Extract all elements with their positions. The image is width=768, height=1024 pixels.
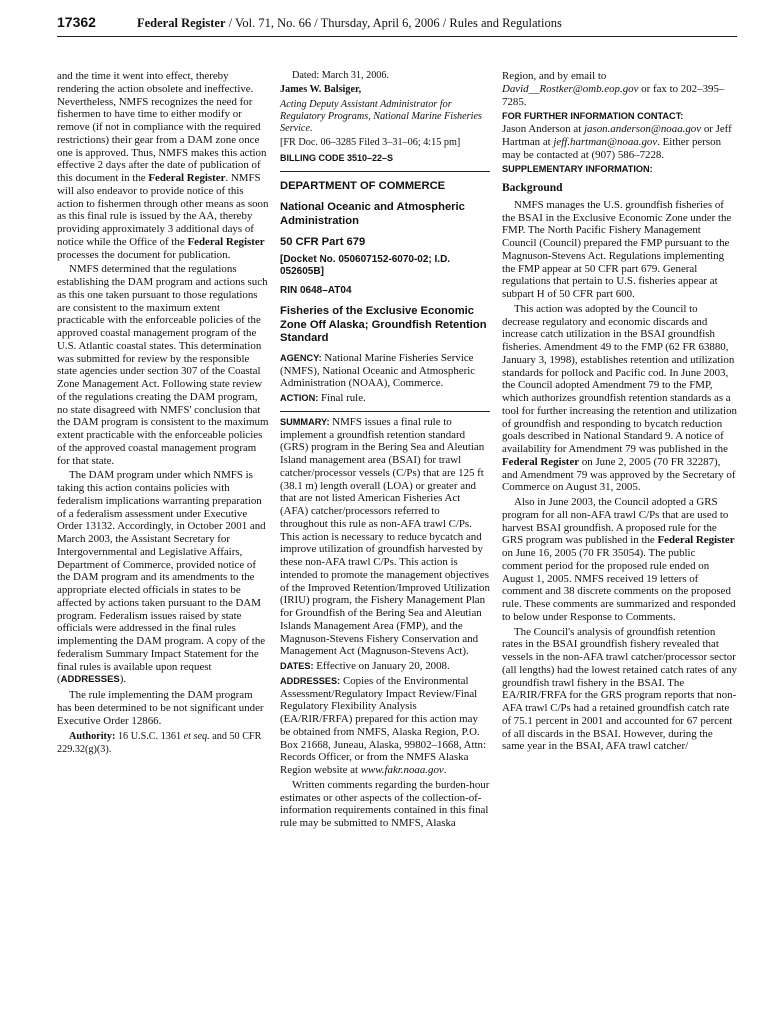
paragraph: and the time it went into effect, thereby rendering the action obsolete and ineffective. Nevertheless, NMFS recognizes the need for fishermen to have time to either modify or remove (if not in compliance with the required restrictions) their gear from a DAM zone once one is approved. Thus, NMFS makes this action effective 2 days after the date of publication of this document in the Federal Register. NMFS will also endeavor to provide notice of this action to fishermen through other means as soon as this final rule is issued by the AA, thereby providing approximately 3 additional days of notice while the Office of the Federal Register processes the document for publication. (57, 70, 269, 261)
cfr-part: 50 CFR Part 679 (280, 236, 366, 249)
agency-section: AGENCY: National Marine Fisheries Service (NMFS), National Oceanic and Atmospheric Administration (NOAA), Commerce. (280, 351, 476, 390)
rule-title: Fisheries of the Exclusive Economic Zone Off Alaska; Groundfish Retention Standard (280, 305, 487, 345)
signer-title: Acting Deputy Assistant Administrator for Regulatory Programs, National Marine Fisheries Service. (280, 98, 482, 135)
fr-doc-line: [FR Doc. 06–3285 Filed 3–31–06; 4:15 pm] (280, 137, 461, 149)
department-heading: DEPARTMENT OF COMMERCE (280, 179, 446, 192)
addresses-section: ADDRESSES: Copies of the Environmental Assessment/Regulatory Impact Review/Final Regulatory Flexibility Analysis (EA/RIR/FRFA) prepared for this action may be obtained from NMFS, Alaska Region, P.O. Box 21668, Juneau, Alaska, 99802–1668, Attn: Records Officer, or from the NMFS Alaska Region website at www.fakr.noaa.gov. (280, 674, 487, 777)
header-citation (137, 16, 562, 31)
docket-number: [Docket No. 050607152-6070-02; I.D. 052605B] (280, 253, 451, 278)
authority-citation: Authority: 16 U.S.C. 1361 et seq. and 50 CFR 229.32(g)(3). (57, 731, 262, 755)
divider (280, 171, 490, 172)
summary-section: SUMMARY: NMFS issues a final rule to implement a groundfish retention standard (GRS) program in the Bering Sea and Aleutian Island management area (BSAI) for trawl catcher/processor vessels (C/Ps) that are 125 ft (38.1 m) length overall (LOA) or greater and that are not listed American Fisheries Act (AFA) catcher/processors referred to throughout this rule as non-AFA trawl C/Ps. This action is necessary to reduce bycatch and improve utilization of groundfish harvested by these non-AFA trawl C/Ps. This action is intended to promote the management objectives of the Improved Retention/Improved Utilization (IRIU) program, the Fishery Management Plan for Groundfish of the Bering Sea and Aleutian Islands Management Area (FMP), and the Magnuson-Stevens Fishery Conservation and Management Act (Magnuson-Stevens Act). (280, 415, 490, 658)
contact-section: FOR FURTHER INFORMATION CONTACT: Jason Anderson at jason.anderson@noaa.gov or Jeff Hartman at jeff.hartman@noaa.gov. Either person may be contacted at (907) 586–7228. (502, 111, 732, 161)
page-number: 17362 (57, 14, 96, 30)
paragraph: NMFS manages the U.S. groundfish fisheries of the BSAI in the Exclusive Economic Zone under the FMP. The North Pacific Fishery Management Council (Council) prepared the FMP pursuant to the Magnuson-Stevens Act. Regulations implementing the FMP appear at 50 CFR part 679. General regulations that pertain to U.S. fisheries appear at subpart H of 50 CFR part 600. (502, 198, 732, 300)
paragraph: Also in June 2003, the Council adopted a GRS program for all non-AFA trawl C/Ps that are used to harvest BSAI groundfish. A proposed rule for the GRS program was published in the Federal Register on June 16, 2005 (70 FR 35054). The public comment period for the proposed rule ended on August 1, 2005. NMFS received 19 letters of comment and 38 discrete comments on the proposed rule. These comments are summarized and responded to below under Response to Comments. (502, 496, 736, 623)
column-2 (280, 70, 490, 832)
billing-code: BILLING CODE 3510–22–S (280, 152, 394, 163)
agency-heading: National Oceanic and Atmospheric Administration (280, 201, 465, 227)
issue-info: / Vol. 71, No. 66 / Thursday, April 6, 2006 / Rules and Regulations (225, 16, 562, 30)
column-1 (57, 70, 269, 758)
signer-name: James W. Balsiger, (280, 84, 362, 96)
paragraph: The Council's analysis of groundfish retention rates in the BSAI groundfish fishery revealed that vessels in the non-AFA trawl catcher/processor sector (all lengths) had the lowest retained catch rates of any groundfish trawl fishery in the BSAI. The EA/RIR/FRFA for the GRS program reports that non-AFA trawl C/Ps had a retained groundfish catch rate of 75.1 percent in 2001 and accounted for 67 percent of all discards in the BSAI. However, during the same year in the BSAI, AFA trawl catcher/ (502, 625, 737, 753)
rin-number: RIN 0648–AT04 (280, 284, 352, 296)
paragraph: NMFS determined that the regulations establishing the DAM program and actions such as this one taken pursuant to those regulations are consistent to the maximum extent practicable with the enforceable policies of the approved coastal management program of the U.S. Atlantic coastal states. This determination was submitted for review by the responsible state agencies under section 307 of the Coastal Zone Management Act. Following state review of the regulations creating the DAM program, no state disagreed with NMFS' conclusion that the DAM program is consistent to the maximum extent practicable with the enforceable policies of the approved coastal management program for that state. (57, 263, 269, 467)
supplementary-label: SUPPLEMENTARY INFORMATION: (502, 164, 653, 175)
action-section: ACTION: Final rule. (280, 392, 366, 405)
divider (280, 411, 490, 412)
running-header (57, 10, 737, 37)
paragraph: The DAM program under which NMFS is taking this action contains policies with federalism implications warranting preparation of a federalism assessment under Executive Order 13132. Accordingly, in October 2001 and March 2003, the Assistant Secretary for Intergovernmental and Legislative Affairs, Department of Commerce, provided notice of the DAM program and its amendments to the appropriate elected officials in states to be affected by actions taken pursuant to the DAM program. Federalism issues raised by state officials were addressed in the final rules implementing the DAM program. A copy of the federalism Summary Impact Statement for the final rules is available upon request (ADDRESSES). (57, 469, 266, 686)
paragraph: Region, and by email to David__Rostker@omb.eop.gov or fax to 202–395–7285. (502, 70, 725, 108)
dated-line: Dated: March 31, 2006. (292, 70, 390, 81)
paragraph: The rule implementing the DAM program has been determined to be not significant under Executive Order 12866. (57, 689, 264, 727)
paragraph: Written comments regarding the burden-hour estimates or other aspects of the collection-of-information requirements contained in this final rule may be submitted to NMFS, Alaska (280, 778, 490, 830)
journal-name: Federal Register (137, 16, 226, 30)
paragraph: This action was adopted by the Council to decrease regulatory and economic discards and increase catch utilization in the BSAI groundfish fisheries. Amendment 49 to the FMP (62 FR 63880, January 3, 1998), establishes retention and utilization standards for pollock and Pacific cod. In June 2003, the Council adopted Amendment 79 to the FMP, which authorizes groundfish retention standards as a tool for further increasing the retention and utilization of groundfish and responding to bycatch reduction goals described in National Standard 9. A notice of availability for Amendment 79 was published in the Federal Register on June 2, 2005 (70 FR 32287), and Amendment 79 was approved by the Secretary of Commerce on August 31, 2005. (502, 302, 737, 494)
background-heading: Background (502, 182, 563, 194)
column-3 (502, 70, 737, 755)
dates-section: DATES: Effective on January 20, 2008. (280, 660, 450, 673)
